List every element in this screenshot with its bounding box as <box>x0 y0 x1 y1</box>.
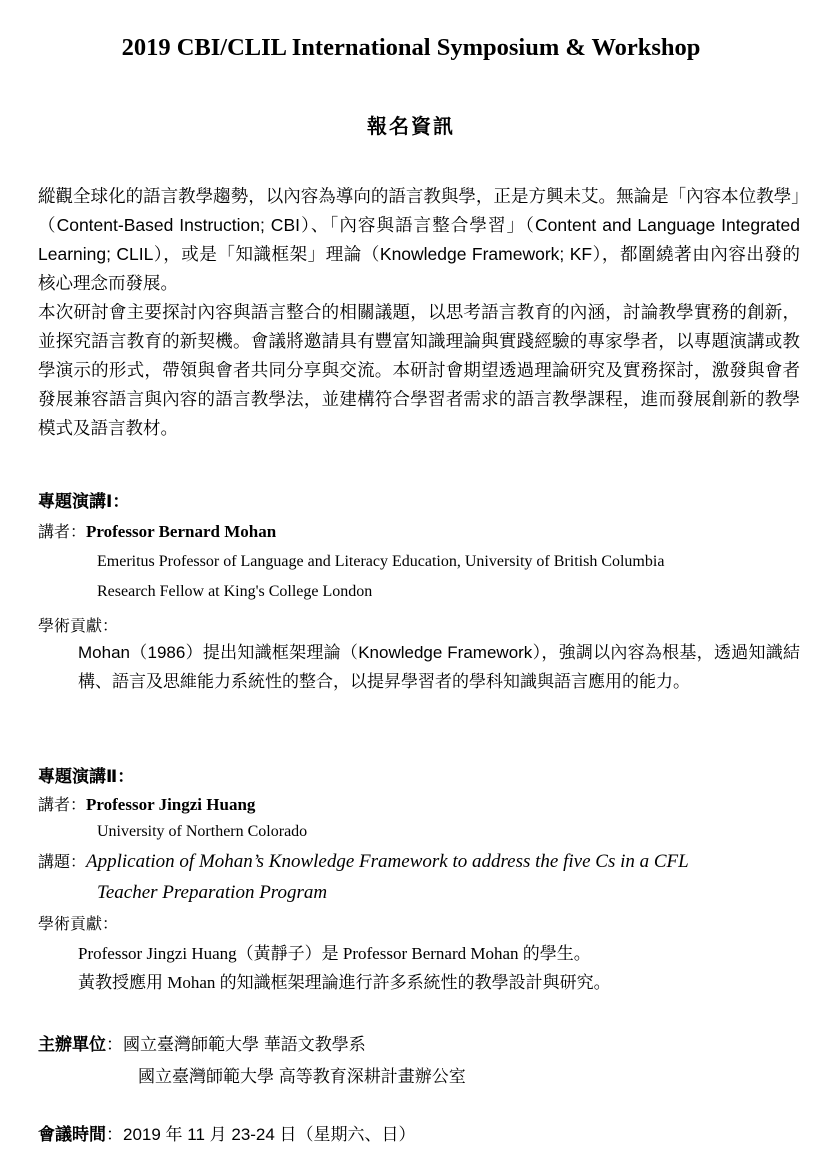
topic-label: 講題： <box>38 854 87 871</box>
organizer-1: 國立臺灣師範大學 華語文教學系 <box>123 1035 366 1054</box>
date-value: 2019 年 11 月 23-24 日（星期六、日） <box>123 1125 416 1144</box>
keynote-1-speaker <box>38 519 276 542</box>
conference-date <box>38 1120 416 1145</box>
page-title: 2019 CBI/CLIL International Symposium & Workshop <box>121 34 701 61</box>
intro-text <box>38 182 800 443</box>
keynote-1-heading: 專題演講Ⅰ： <box>38 492 130 511</box>
keynote-2-speaker <box>38 792 255 815</box>
date-label: 會議時間 <box>38 1125 106 1144</box>
keynote-1-contribution-label: 學術貢獻： <box>38 618 119 635</box>
topic-line-2: Teacher Preparation Program <box>97 882 328 903</box>
keynote-2-heading: 專題演講Ⅱ： <box>38 767 135 786</box>
organizer-2: 國立臺灣師範大學 高等教育深耕計畫辦公室 <box>138 1067 466 1086</box>
topic-line-1: Application of Mohan’s Knowledge Framework to address the five Cs in a CFL <box>86 851 689 872</box>
speaker-name: Professor Bernard Mohan <box>86 522 277 541</box>
date-colon: ： <box>106 1125 123 1144</box>
speaker-label: 講者： <box>38 524 87 541</box>
intro-paragraph-1: 縱觀全球化的語言教學趨勢，以內容為導向的語言教與學，正是方興未艾。無論是「內容本位教學」（Content-Based Instruction; CBI）、「內容與語言整合學習」（Content and Language Integrated Learning; CLIL），或是「知識框架」理論（Knowledge Framework; KF），都圍繞著由內容出發的核心理念而發展。 <box>38 186 800 293</box>
intro-paragraph-2: 本次研討會主要探討內容與語言整合的相關議題，以思考語言教育的內涵，討論教學實務的創新，並探究語言教育的新契機。會議將邀請具有豐富知識理論與實踐經驗的專家學者，以專題演講或教學演示的形式，帶領與會者共同分享與交流。本研討會期望透過理論研究及實務探討，激發與會者發展兼容語言與內容的語言教學法，並建構符合學習者需求的語言教學課程，進而發展創新的教學模式及語言教材。 <box>38 302 800 438</box>
speaker-name: Professor Jingzi Huang <box>86 795 256 814</box>
contribution-line-2: 黃教授應用 Mohan 的知識框架理論進行許多系統性的教學設計與研究。 <box>78 973 611 992</box>
organizers-label: 主辦單位 <box>38 1035 106 1054</box>
keynote-1-contribution: Mohan（1986）提出知識框架理論（Knowledge Framework），強調以內容為根基，透過知識結構、語言及思維能力系統性的整合，以提昇學習者的學科知識與語言應用的能力。 <box>78 643 800 691</box>
keynote-2-topic <box>38 847 808 908</box>
keynote-2-contribution-label: 學術貢獻： <box>38 916 119 933</box>
keynote-1-affiliation-2: Research Fellow at King's College London <box>97 583 373 600</box>
keynote-1-affiliation-1: Emeritus Professor of Language and Literacy Education, University of British Columbia <box>97 553 665 570</box>
keynote-2-affiliation: University of Northern Colorado <box>97 823 308 840</box>
contribution-line-1: Professor Jingzi Huang（黃靜子）是 Professor Bernard Mohan 的學生。 <box>78 944 591 963</box>
organizers-colon: ： <box>106 1035 123 1054</box>
section-title: 報名資訊 <box>367 116 455 138</box>
organizers-line-1 <box>38 1030 366 1055</box>
speaker-label: 講者： <box>38 797 87 814</box>
keynote-2-contribution <box>78 939 800 997</box>
